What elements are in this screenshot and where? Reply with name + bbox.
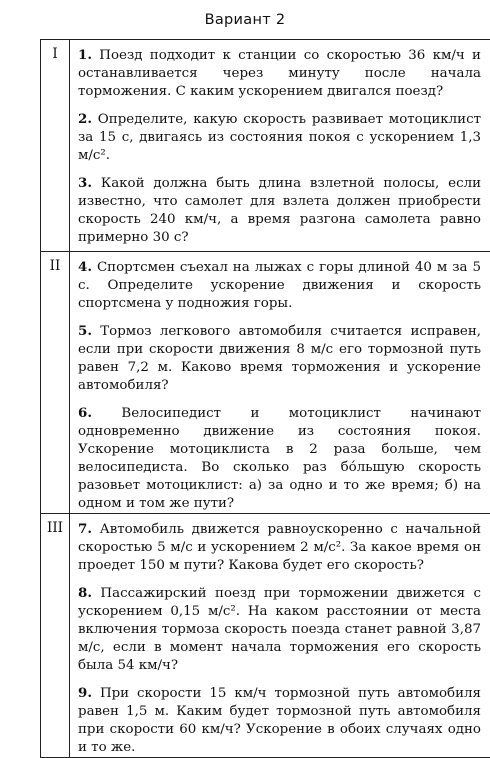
section-content [70, 514, 490, 758]
problem-text: Определите, какую скорость развивает мотоциклист за 15 с, двигаясь из состояния покоя с ускорением 1,3 м/с². [78, 112, 481, 163]
problem-4 [78, 258, 481, 313]
problem-number: 9. [78, 685, 92, 701]
section-row-3 [41, 514, 490, 758]
section-content [70, 40, 490, 252]
section-numeral: I [41, 40, 70, 252]
problem-8 [78, 584, 481, 675]
problem-text: Тормоз легкового автомобиля считается исправен, если при скорости движения 8 м/с его тормозной путь равен 7,2 м. Каково время торможения и ускорение автомобиля? [78, 324, 481, 393]
section-numeral: II [41, 252, 70, 514]
problem-text: При скорости 15 км/ч тормозной путь автомобиля равен 1,5 м. Каким будет тормозной путь автомобиля при скорости 60 км/ч? Ускорение в обоих случаях одно и то же. [78, 686, 481, 755]
problem-2 [78, 110, 481, 165]
problem-text: Автомобиль движется равноускоренно с начальной скоростью 5 м/с и ускорением 2 м/с². За какое время он проедет 150 м пути? Какова будет его скорость? [78, 522, 481, 573]
section-row-2 [41, 252, 490, 514]
problem-text: Спортсмен съехал на лыжах с горы длиной 40 м за 5 с. Определите ускорение движения и скорость спортсмена у подножия горы. [78, 260, 481, 311]
problem-number: 6. [78, 405, 92, 421]
problems-table [40, 39, 490, 758]
problem-5 [78, 322, 481, 395]
problem-3 [78, 174, 481, 247]
problem-number: 8. [78, 585, 92, 601]
problem-6 [78, 404, 481, 513]
problem-text: Какой должна быть длина взлетной полосы, если известно, что самолет для взлета должен приобрести скорость 240 км/ч, а время разгона самолета равно примерно 30 с? [78, 176, 481, 245]
section-row-1 [41, 40, 490, 252]
problem-number: 1. [78, 47, 92, 63]
page-title: Вариант 2 [0, 12, 490, 28]
problem-text: Пассажирский поезд при торможении движется с ускорением 0,15 м/с². На каком расстоянии от места включения тормоза скорость поезда станет равной 3,87 м/с, если в момент начала торможения его скорость была 54 км/ч? [78, 586, 481, 673]
problem-number: 5. [78, 323, 92, 339]
problem-number: 2. [78, 111, 92, 127]
section-numeral: III [41, 514, 70, 758]
problem-number: 3. [78, 175, 92, 191]
problem-text: Велосипедист и мотоциклист начинают одновременно движение из состояния покоя. Ускорение мотоциклиста в 2 раза больше, чем велосипедиста. Во сколько раз бо́льшую скорость разовьет мотоциклист: а) за одно и то же время; б) на одном и том же пути? [78, 406, 481, 511]
problem-number: 7. [78, 521, 92, 537]
problem-1 [78, 46, 481, 101]
problem-7 [78, 520, 481, 575]
problem-text: Поезд подходит к станции со скоростью 36 км/ч и останавливается через минуту после начала торможения. С каким ускорением двигался поезд? [78, 48, 481, 99]
problem-number: 4. [78, 259, 92, 275]
section-content [70, 252, 490, 514]
problem-9 [78, 684, 481, 757]
